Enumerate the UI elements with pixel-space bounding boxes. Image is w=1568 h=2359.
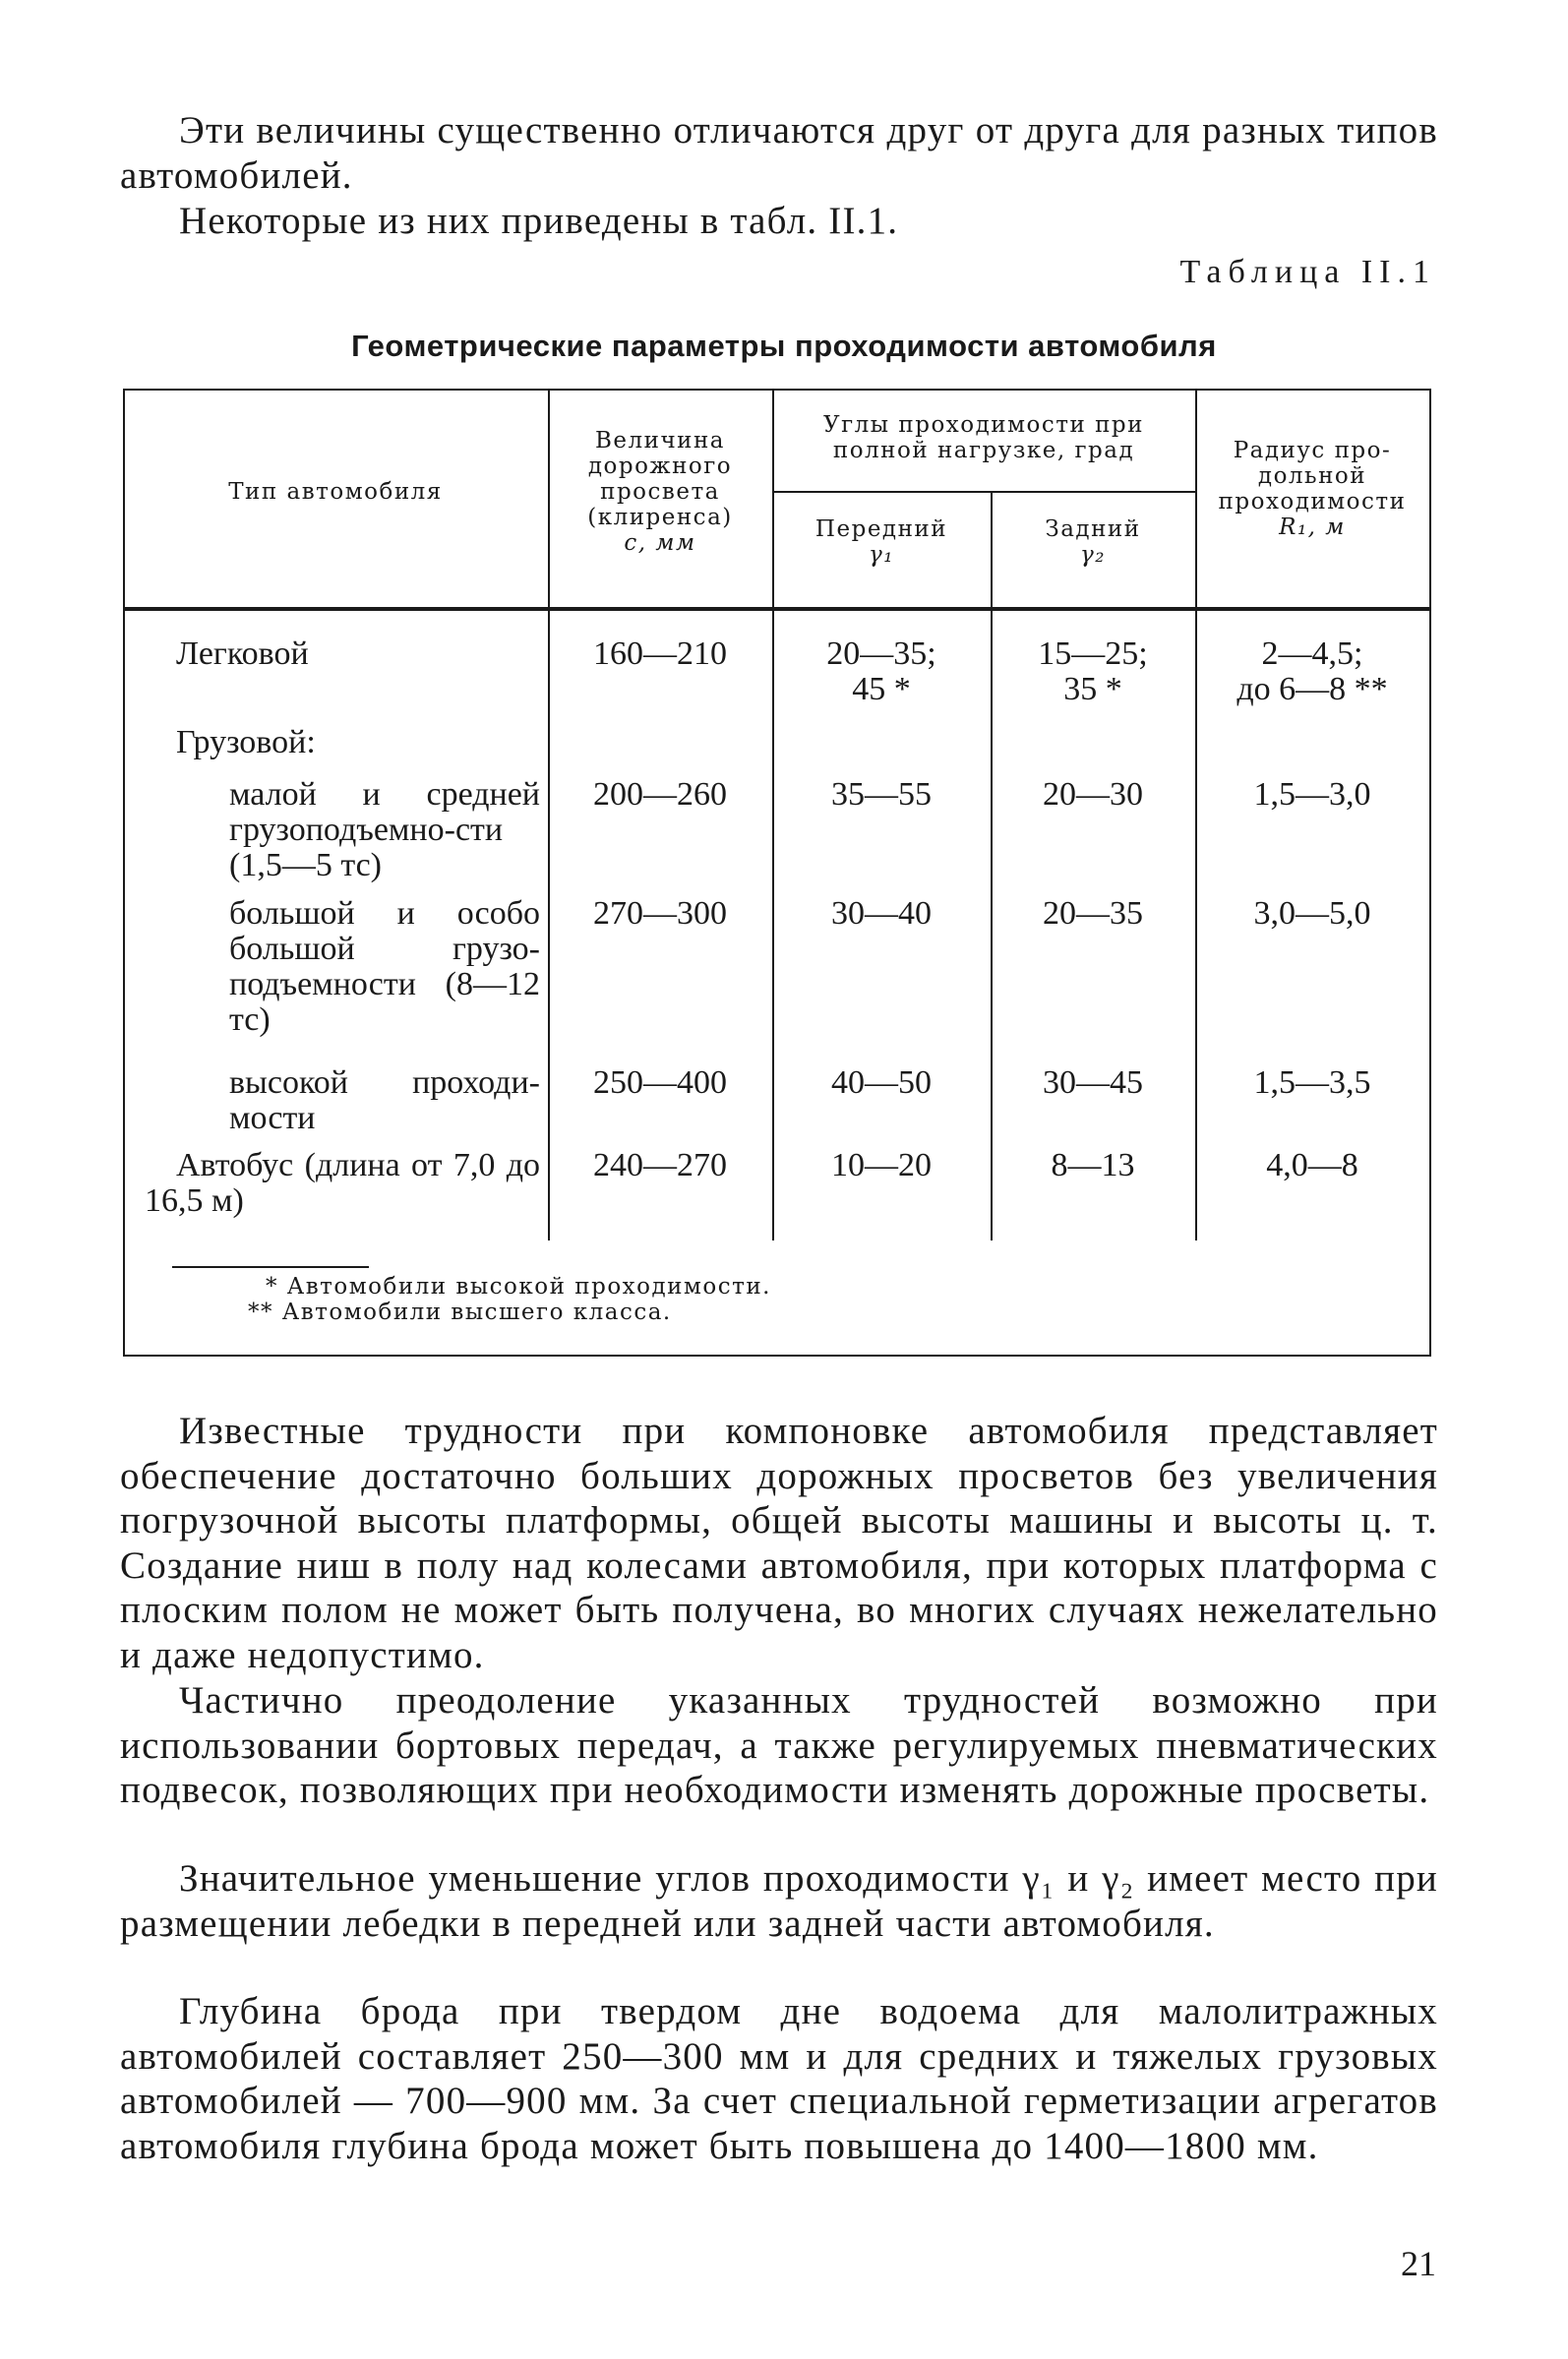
row-passenger-front: 20—35; 45 * bbox=[826, 635, 936, 707]
row-truck-offroad-radius: 1,5—3,5 bbox=[1253, 1064, 1371, 1101]
body-paragraph-1: Известные трудности при компоновке автомобиля представляет обеспечение достаточно больших дорожных просветов без увеличения погрузочной высоты платформы, общей высоты машины и высоты ц. т. Создание ниш в полу над колесами автомобиля, при которых платформа с плоским полом не может быть получена, во многих случаях нежелательно и даже недопустимо. bbox=[120, 1410, 1438, 1676]
row-truck-large-clearance: 270—300 bbox=[593, 895, 727, 932]
parameters-table bbox=[123, 389, 1431, 1348]
row-bus-rear: 8—13 bbox=[1051, 1147, 1135, 1183]
row-truck-small-radius: 1,5—3,0 bbox=[1253, 776, 1371, 813]
table-top-rule bbox=[123, 389, 1431, 391]
header-type: Тип автомобиля bbox=[228, 479, 443, 505]
body-paragraph-3: Значительное уменьшение углов проходимости γ₁ и γ₂ имеет место при размещении лебедки в передней или задней части автомобиля. bbox=[120, 1857, 1438, 1945]
row-bus-front: 10—20 bbox=[831, 1147, 932, 1183]
header-bottom-rule bbox=[123, 607, 1431, 611]
header-angles: Углы проходимости при полной нагрузке, град bbox=[823, 412, 1144, 463]
table-left-border bbox=[123, 389, 125, 1357]
row-truck-large-rear: 20—35 bbox=[1043, 895, 1143, 932]
header-radius: Радиус про- дольной проходимости R₁, м bbox=[1218, 438, 1407, 540]
row-bus-type: Автобус (длина от 7,0 до 16,5 м) bbox=[145, 1147, 540, 1219]
row-bus-clearance: 240—270 bbox=[593, 1147, 727, 1183]
row-truck-large-front: 30—40 bbox=[831, 895, 932, 932]
page-number: 21 bbox=[1401, 2244, 1436, 2283]
row-truck-offroad-rear: 30—45 bbox=[1043, 1064, 1143, 1101]
header-front-angle: Передний γ₁ bbox=[814, 516, 948, 568]
angles-subheader-rule bbox=[772, 491, 1195, 493]
footnote-separator bbox=[172, 1266, 369, 1268]
row-truck-small-clearance: 200—260 bbox=[593, 776, 727, 813]
table-right-border bbox=[1429, 389, 1431, 1357]
row-truck-large-type: большой и особо большой грузо-подъемности (8—12 тс) bbox=[229, 895, 540, 1038]
intro-reference: Некоторые из них приведены в табл. II.1. bbox=[179, 200, 899, 242]
row-passenger-rear: 15—25; 35 * bbox=[1038, 635, 1148, 707]
table-footnotes bbox=[138, 1274, 771, 1325]
row-truck-group-label: Грузовой: bbox=[176, 724, 316, 760]
row-truck-small-front: 35—55 bbox=[831, 776, 932, 813]
row-truck-small-rear: 20—30 bbox=[1043, 776, 1143, 813]
table-title: Геометрические параметры проходимости автомобиля bbox=[351, 329, 1217, 363]
row-truck-offroad-type: высокой проходи-мости bbox=[229, 1064, 540, 1136]
footnote-2: ** Автомобили высшего класса. bbox=[248, 1300, 672, 1325]
intro-paragraph: Эти величины существенно отличаются друг от друга для разных типов автомобилей. bbox=[120, 109, 1438, 197]
body-paragraph-4: Глубина брода при твердом дне водоема для малолитражных автомобилей составляет 250—300 мм и для средних и тяжелых грузовых автомобилей — 700—900 мм. За счет специальной герметизации агрегатов автомобиля глубина брода может быть повышена до 1400—1800 мм. bbox=[120, 1990, 1438, 2167]
row-passenger-clearance: 160—210 bbox=[593, 635, 727, 672]
footnote-1: * Автомобили высокой проходимости. bbox=[266, 1274, 771, 1300]
table-number: Таблица II.1 bbox=[1179, 254, 1436, 290]
header-rear-angle: Задний γ₂ bbox=[1045, 516, 1141, 568]
row-bus-radius: 4,0—8 bbox=[1266, 1147, 1358, 1183]
row-passenger-type: Легковой bbox=[176, 635, 309, 672]
table-bottom-rule bbox=[123, 1355, 1431, 1357]
row-truck-offroad-clearance: 250—400 bbox=[593, 1064, 727, 1101]
row-truck-offroad-front: 40—50 bbox=[831, 1064, 932, 1101]
row-truck-large-radius: 3,0—5,0 bbox=[1253, 895, 1371, 932]
header-clearance: Величина дорожного просвета (клиренса) с, мм bbox=[587, 428, 733, 556]
row-truck-small-type: малой и средней грузоподъемно-сти (1,5—5 тс) bbox=[229, 776, 540, 883]
body-paragraph-2: Частично преодоление указанных трудностей возможно при использовании бортовых передач, а также регулируемых пневматических подвесок, позволяющих при необходимости изменять дорожные просветы. bbox=[120, 1679, 1438, 1811]
row-passenger-radius: 2—4,5; до 6—8 ** bbox=[1236, 635, 1388, 707]
